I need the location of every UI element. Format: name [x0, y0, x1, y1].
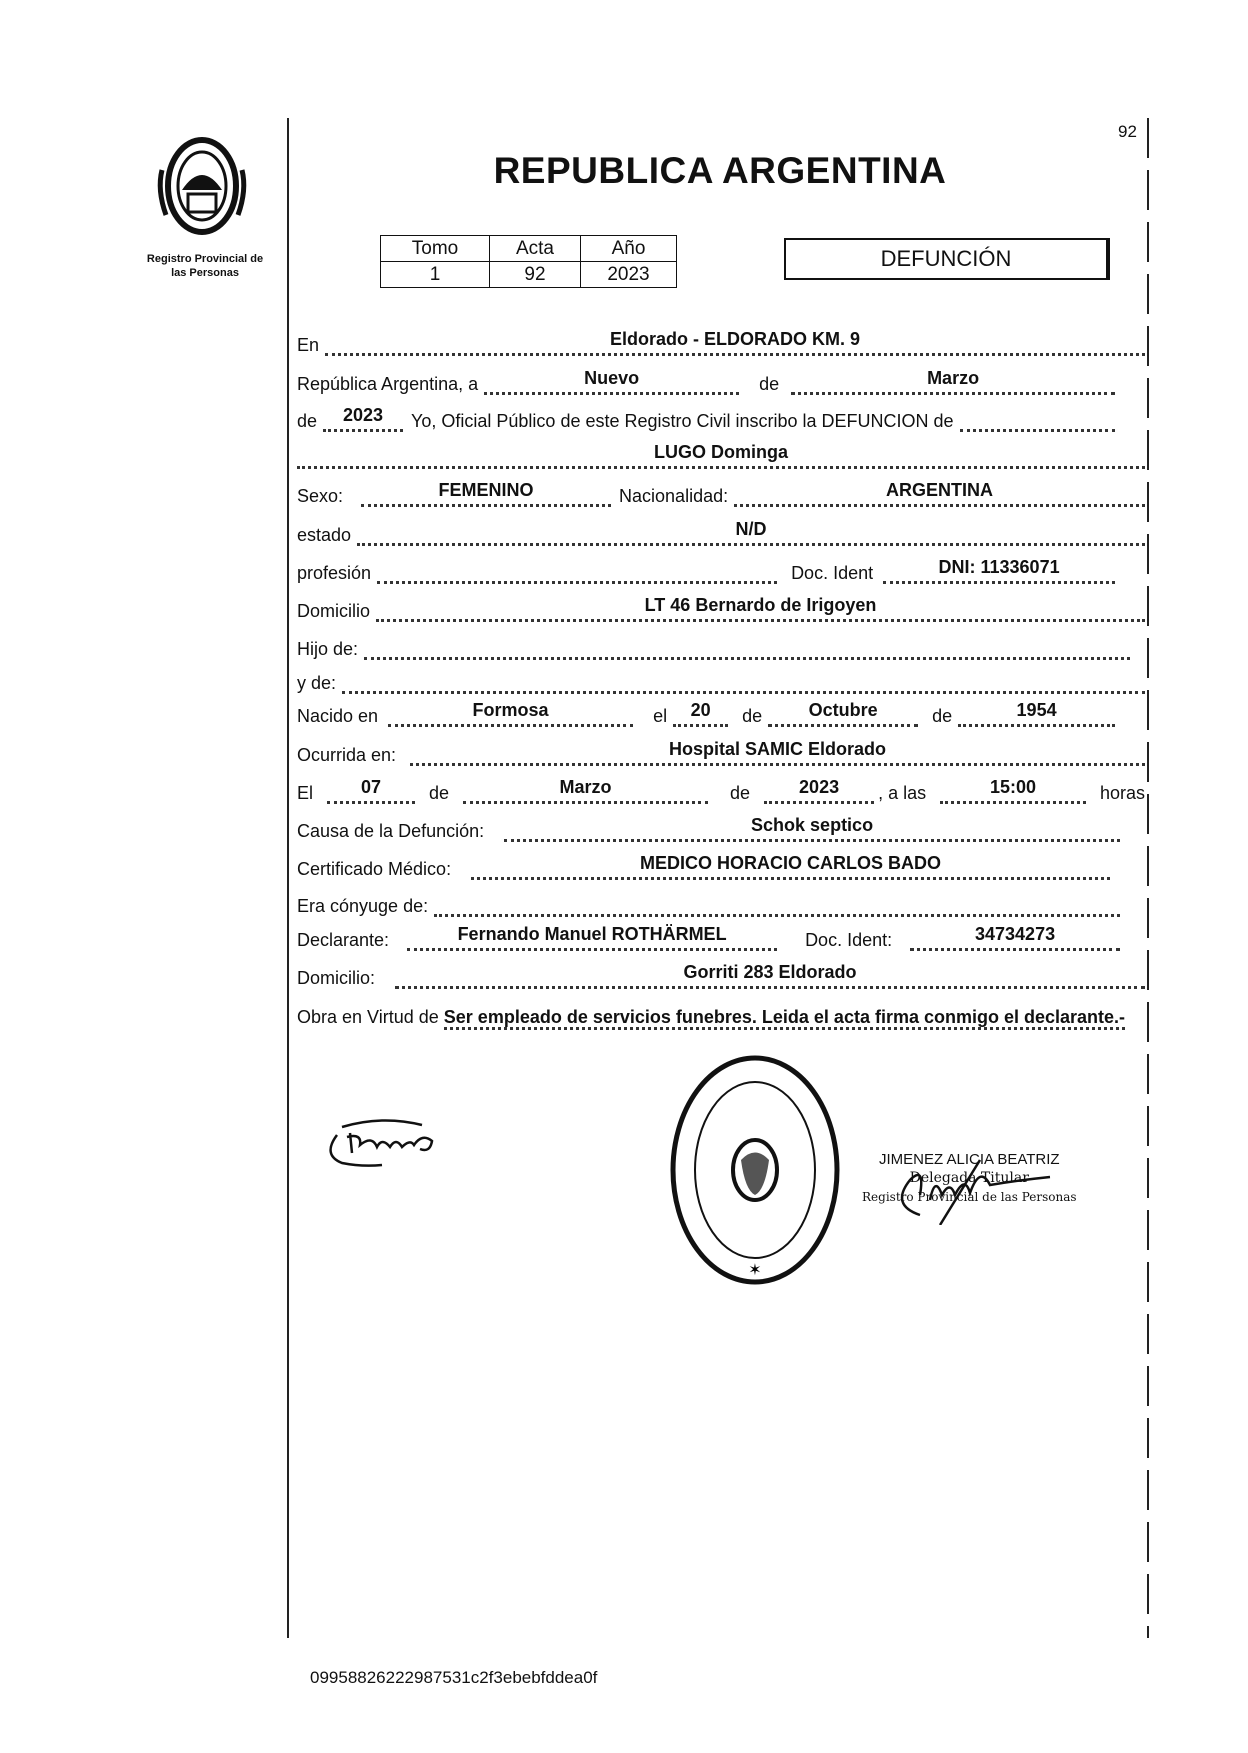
label: de: [759, 374, 780, 394]
row-en: [297, 330, 1145, 356]
label: profesión: [297, 563, 372, 583]
row-ocurrida: [297, 740, 1145, 766]
declarant-signature: [322, 1115, 452, 1175]
row-estado: [297, 520, 1145, 546]
field-spouse: [434, 890, 1120, 917]
row-obra-en-virtud: [297, 1003, 1145, 1031]
field-place: Eldorado - ELDORADO KM. 9: [325, 329, 1145, 356]
row-yde: [297, 668, 1145, 694]
row-name: [297, 443, 1145, 469]
registry-line-1: Registro Provincial de: [146, 253, 264, 265]
label: Obra en Virtud de: [297, 1007, 439, 1027]
field-death-month: Marzo: [463, 777, 708, 804]
row-causa: [297, 816, 1145, 842]
label: Nacido en: [297, 706, 379, 726]
right-margin-line: [1147, 118, 1149, 1638]
label: Doc. Ident: [791, 563, 874, 583]
label: Domicilio: [297, 601, 371, 621]
value-anio: 2023: [581, 262, 677, 288]
label: el: [653, 706, 668, 726]
label: Certificado Médico:: [297, 859, 452, 879]
officer-name: JIMENEZ ALICIA BEATRIZ: [878, 1151, 1060, 1168]
field-doc: DNI: 11336071: [883, 557, 1115, 584]
row-year: [297, 406, 1145, 432]
field-nationality: ARGENTINA: [734, 480, 1145, 507]
page-number: 92: [1118, 122, 1137, 141]
registry-caption: [130, 252, 280, 280]
label: de: [730, 783, 751, 803]
row-profesion: [297, 558, 1145, 584]
row-hijo: [297, 634, 1145, 660]
field-death-day: 07: [327, 777, 415, 804]
label: En: [297, 335, 320, 355]
officer-org: Registro Provincial de las Personas: [862, 1190, 1077, 1204]
row-domicilio-declarante: [297, 963, 1145, 989]
label: El: [297, 783, 314, 803]
field-blank: [960, 405, 1115, 432]
label: República Argentina, a: [297, 374, 479, 394]
field-declarant: Fernando Manuel ROTHÄRMEL: [407, 924, 777, 951]
label: Yo, Oficial Público de este Registro Civil inscribo la DEFUNCION de: [411, 411, 954, 431]
row-nacido: [297, 701, 1145, 727]
tomo-acta-anio-table: [380, 235, 677, 288]
field-parent1: [364, 633, 1130, 660]
label: de: [742, 706, 763, 726]
label: Domicilio:: [297, 968, 376, 988]
label: Declarante:: [297, 930, 390, 950]
field-year: 2023: [323, 405, 403, 432]
field-civil-status: N/D: [357, 519, 1145, 546]
header-acta: Acta: [490, 236, 581, 262]
label: Ocurrida en:: [297, 745, 397, 765]
official-registry-stamp: [665, 1050, 845, 1290]
field-physician: MEDICO HORACIO CARLOS BADO: [471, 853, 1110, 880]
field-birth-year: 1954: [958, 700, 1115, 727]
field-declarant-doc: 34734273: [910, 924, 1120, 951]
row-certificado: [297, 854, 1145, 880]
row-conyuge: [297, 891, 1145, 917]
value-tomo: 1: [381, 262, 490, 288]
registry-line-2: las Personas: [171, 267, 239, 279]
field-cause: Schok septico: [504, 815, 1120, 842]
officer-signature-block: [862, 1150, 1077, 1207]
row-declarante: [297, 925, 1145, 951]
label: Causa de la Defunción:: [297, 821, 485, 841]
field-birthplace: Formosa: [388, 700, 633, 727]
label: , a las: [878, 783, 927, 803]
left-margin-line: [287, 118, 289, 1638]
header-anio: Año: [581, 236, 677, 262]
field-profession: [377, 557, 777, 584]
field-reason: Ser empleado de servicios funebres. Leida el acta firma conmigo el declarante.-: [444, 1007, 1125, 1030]
field-death-time: 15:00: [940, 777, 1086, 804]
field-month: Marzo: [791, 368, 1115, 395]
label: de: [429, 783, 450, 803]
label: y de:: [297, 673, 337, 693]
field-sex: FEMENINO: [361, 480, 611, 507]
document-title: REPUBLICA ARGENTINA: [493, 150, 947, 191]
row-date: [297, 369, 1145, 395]
svg-text:✶: ✶: [748, 1260, 762, 1279]
label: horas: [1099, 783, 1145, 803]
field-birth-day: 20: [673, 700, 728, 727]
label: Hijo de:: [297, 639, 359, 659]
row-death-date: [297, 778, 1145, 804]
misiones-coat-of-arms-logo: [152, 130, 252, 242]
row-domicilio: [297, 596, 1145, 622]
field-deceased-name: LUGO Dominga: [297, 442, 1145, 469]
label: Nacionalidad:: [619, 486, 729, 506]
act-type-box: DEFUNCIÓN: [784, 238, 1110, 280]
field-birth-month: Octubre: [768, 700, 918, 727]
label: Sexo:: [297, 486, 344, 506]
field-death-place: Hospital SAMIC Eldorado: [410, 739, 1145, 766]
officer-title: Delegada Titular: [909, 1170, 1029, 1186]
value-acta: 92: [490, 262, 581, 288]
field-declarant-address: Gorriti 283 Eldorado: [395, 962, 1145, 989]
field-death-year: 2023: [764, 777, 874, 804]
label: Doc. Ident:: [805, 930, 893, 950]
label: Era cónyuge de:: [297, 896, 429, 916]
label: de: [297, 411, 318, 431]
field-day: Nuevo: [484, 368, 739, 395]
document-hash: 09958826222987531c2f3ebebfddea0f: [310, 1668, 598, 1687]
label: estado: [297, 525, 352, 545]
field-parent2: [342, 667, 1145, 694]
label: de: [932, 706, 953, 726]
field-address: LT 46 Bernardo de Irigoyen: [376, 595, 1145, 622]
header-tomo: Tomo: [381, 236, 490, 262]
row-sexo: [297, 481, 1145, 507]
